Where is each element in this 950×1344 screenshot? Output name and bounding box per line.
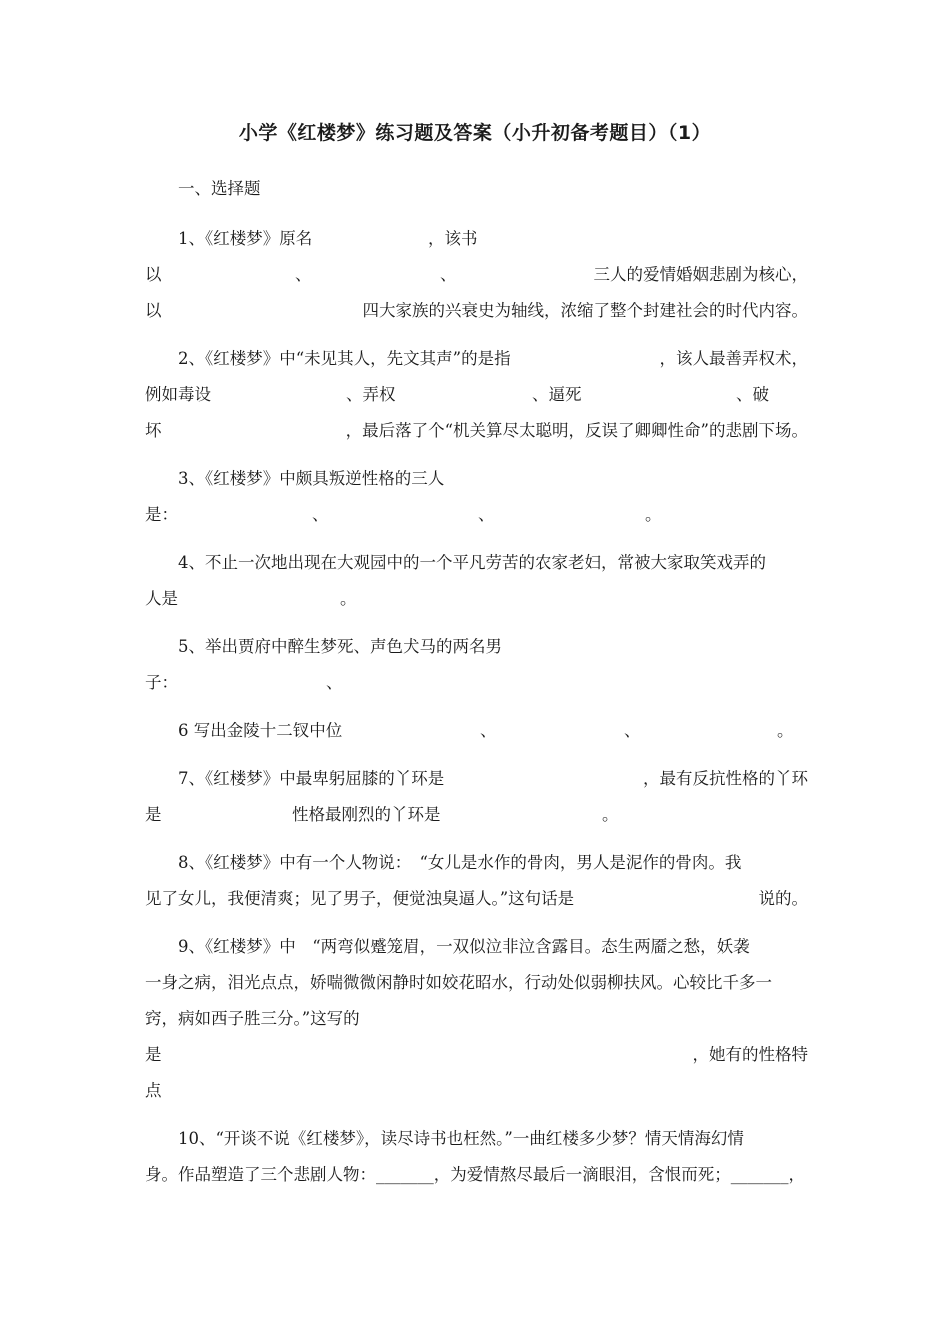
text-line: 、逼死 <box>532 385 582 404</box>
text-line: 。 <box>340 589 357 608</box>
text-line: 9、《红楼梦》中 “两弯似蹙笼眉，一双似泣非泣含露目。态生两靥之愁，妖袭 <box>178 937 750 956</box>
text-line: 身。作品塑造了三个悲剧人物：_______，为爱情熬尽最后一滴眼泪，含恨而死；_______， <box>145 1165 805 1184</box>
text-line: 人是 <box>145 589 178 608</box>
text-line: 、破 <box>736 385 769 404</box>
text-line: 8、《红楼梦》中有一个人物说： “女儿是水作的骨肉，男人是泥作的骨肉。我 <box>178 853 742 872</box>
text-line: ，最后落了个“机关算尽太聪明，反误了卿卿性命”的悲剧下场。 <box>345 421 808 440</box>
text-line: 、 <box>478 505 495 524</box>
text-line: 、 <box>312 505 329 524</box>
text-line: 三人的爱情婚姻悲剧为核心， <box>593 265 808 284</box>
text-line: 、弄权 <box>346 385 396 404</box>
text-line: ，该书 <box>428 229 478 248</box>
text-line: 例如毒设 <box>145 385 211 404</box>
text-line: 、 <box>480 721 497 740</box>
text-line: 、 <box>295 265 312 284</box>
text-line: 子： <box>145 673 178 692</box>
text-line: 10、“开谈不说《红楼梦》，读尽诗书也枉然。”一曲红楼多少梦？情天情海幻情 <box>178 1129 744 1148</box>
text-line: 四大家族的兴衰史为轴线，浓缩了整个封建社会的时代内容。 <box>362 301 808 320</box>
document-title: 小学《红楼梦》练习题及答案（小升初备考题目）（1） <box>238 122 712 144</box>
text-line: 以 <box>145 265 162 284</box>
text-line: 、 <box>440 265 457 284</box>
text-line: 1、《红楼梦》原名 <box>178 229 313 248</box>
text-line: 是 <box>145 1045 162 1064</box>
text-line: 性格最刚烈的丫环是 <box>292 805 441 824</box>
text-line: 5、举出贾府中醉生梦死、声色犬马的两名男 <box>178 637 502 656</box>
text-line: ，该人最善弄权术， <box>659 349 808 368</box>
text-line: 6 写出金陵十二钗中位 <box>178 721 343 740</box>
text-line: 见了女儿，我便清爽；见了男子，便觉浊臭逼人。”这句话是 <box>145 889 575 908</box>
text-line: 一身之病，泪光点点，娇喘微微闲静时如姣花昭水，行动处似弱柳扶风。心较比千多一 <box>145 973 772 992</box>
text-line: 、 <box>624 721 641 740</box>
text-line: 。 <box>777 721 794 740</box>
text-line: 2、《红楼梦》中“未见其人，先文其声”的是指 <box>178 349 511 368</box>
text-line: 。 <box>645 505 662 524</box>
text-line: 是 <box>145 805 162 824</box>
text-line: 7、《红楼梦》中最卑躬屈膝的丫环是 <box>178 769 445 788</box>
text-line: 3、《红楼梦》中颇具叛逆性格的三人 <box>178 469 445 488</box>
text-line: 一、选择题 <box>178 179 261 198</box>
text-line: 说的。 <box>758 889 808 908</box>
text-line: 以 <box>145 301 162 320</box>
text-line: 是： <box>145 505 178 524</box>
text-line: 坏 <box>145 421 162 440</box>
text-line: 。 <box>602 805 619 824</box>
text-line: ，她有的性格特 <box>692 1045 808 1064</box>
text-line: ，最有反抗性格的丫环 <box>643 769 808 788</box>
text-line: 点 <box>145 1081 162 1100</box>
text-line: 窍，病如西子胜三分。”这写的 <box>145 1009 360 1028</box>
text-line: 、 <box>326 673 343 692</box>
text-line: 4、不止一次地出现在大观园中的一个平凡劳苦的农家老妇，常被大家取笑戏弄的 <box>178 553 766 572</box>
